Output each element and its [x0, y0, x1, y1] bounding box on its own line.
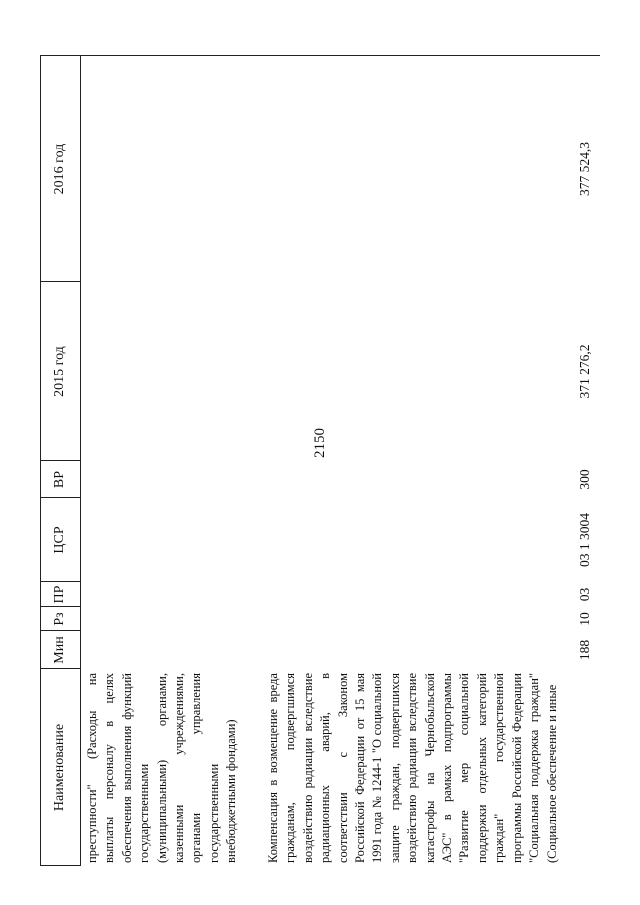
header-name: Наименование [52, 723, 67, 812]
header-min: Мин [52, 636, 67, 664]
table-border-right [40, 55, 600, 56]
header-vr: ВР [52, 470, 67, 489]
cell-vr: 300 [577, 469, 592, 490]
header-divider [80, 56, 81, 866]
header-csr: ЦСР [52, 526, 67, 554]
header-2016: 2016 год [52, 143, 67, 195]
cell-csr: 03 1 3004 [577, 513, 592, 567]
budget-table [40, 56, 600, 866]
row-name-cell: преступности" (Расходы на выплаты персоналу в целях обеспечения выполнения функций государственными (муниципальными) органами, казенными учреждениями, органами управления государственными внебюджетными фондами) [85, 673, 239, 863]
cell-2016: 377 524,3 [577, 142, 592, 196]
header-rz: Рз [52, 612, 67, 626]
cell-min: 188 [577, 639, 592, 661]
cell-2015: 371 276,2 [577, 344, 592, 399]
cell-pr: 03 [577, 587, 592, 602]
cell-rz: 10 [577, 612, 592, 626]
header-pr: ПР [52, 585, 67, 604]
page-number: 2150 [312, 428, 328, 458]
header-2015: 2015 год [52, 346, 67, 397]
row-name-cell: Компенсация в возмещение вреда гражданам, подвергшимся воздействию радиации вследствие радиационных аварий, в соответствии с Законом Российской Федерации от 15 мая 1991 года № 1244-1 "О социальной защите граждан, подвергшихся воздействию радиации вследствие катастрофы на Чернобыльской АЭС" в рамках подпрограммы "Развитие мер социальной поддержки отдельных категорий граждан" государственной программы Российской Федерации "Социальная поддержка граждан" (Социальное обеспечение и иные [266, 673, 559, 863]
